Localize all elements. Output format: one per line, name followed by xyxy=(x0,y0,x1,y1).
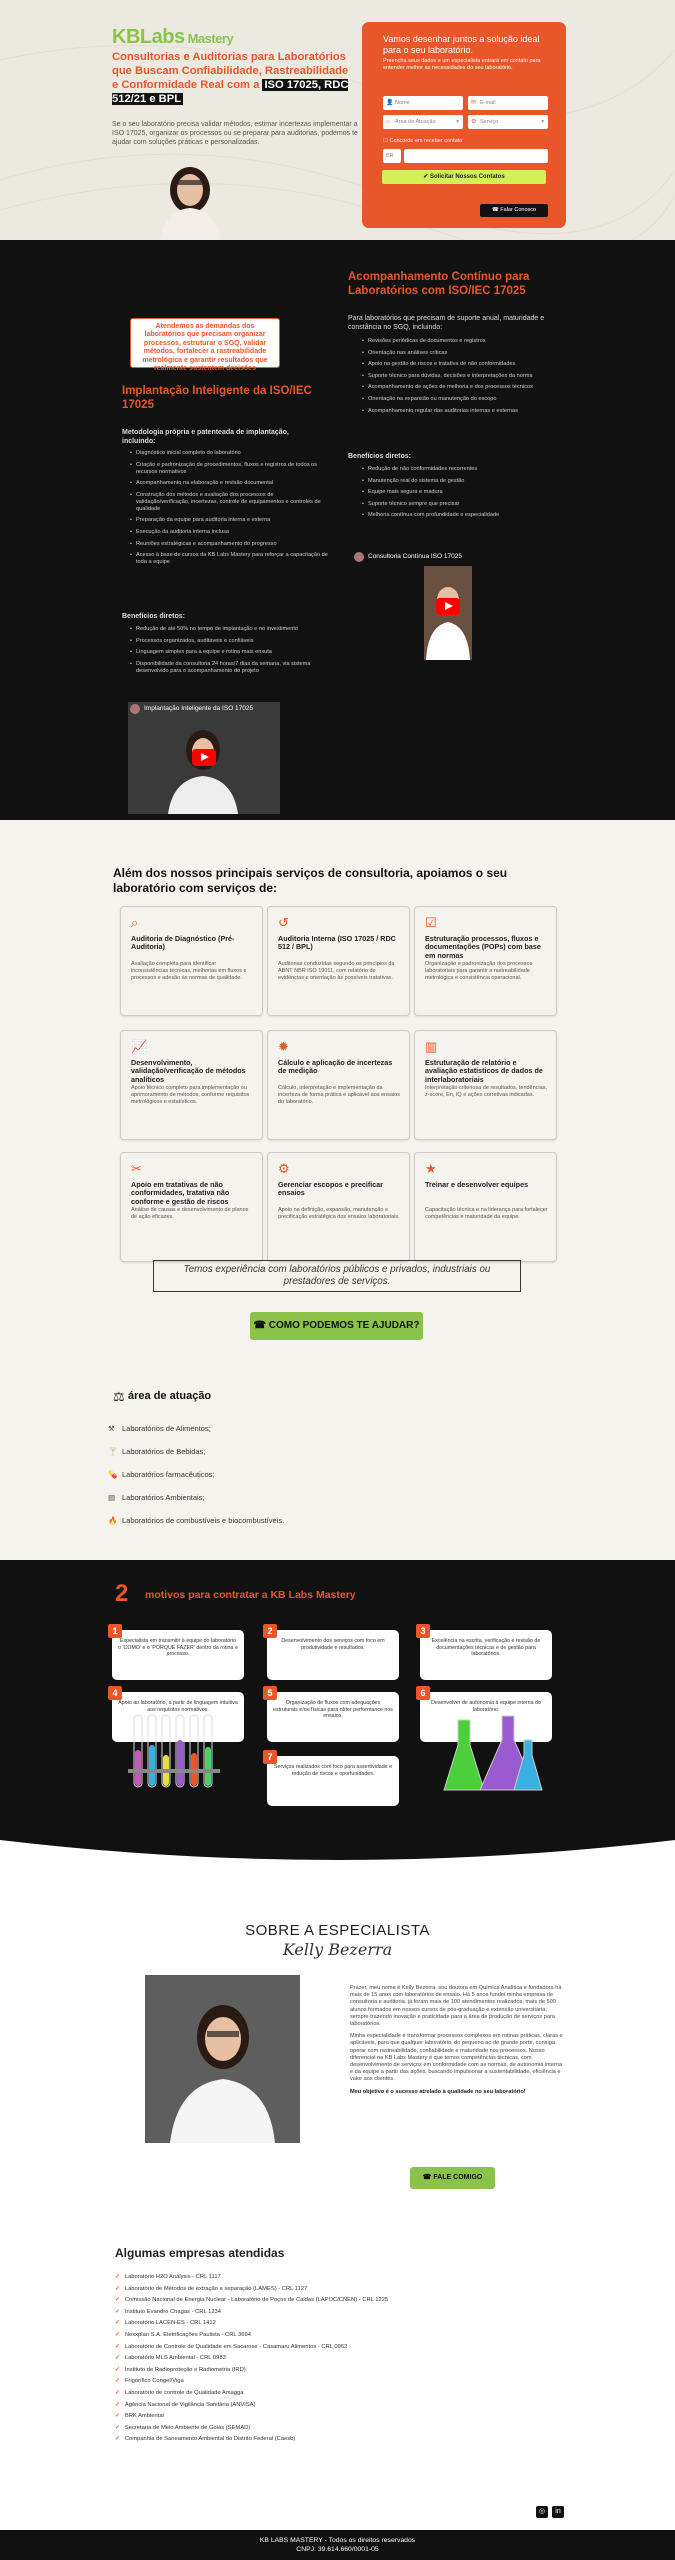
motives-title: motivos para contratar a KB Labs Mastery xyxy=(145,1589,356,1601)
client-item xyxy=(115,2378,184,2384)
email-input[interactable]: ✉ E-mail xyxy=(468,96,548,110)
check-icon: ✓ xyxy=(115,2401,120,2408)
services-title: Além dos nossos principais serviços de consultoria, apoiamos o seu laboratório com serviços de: xyxy=(113,866,508,895)
motive-card: Apoio ao laboratório, a partir de linguagem intuitiva aos requisitos normativos. xyxy=(112,1692,244,1742)
motive-card: Desenvolver de autonomia à equipe interna do laboratório. xyxy=(420,1692,552,1742)
client-item xyxy=(115,2320,216,2326)
area-label: Laboratórios de Bebidas; xyxy=(122,1447,206,1456)
check-icon: ✓ xyxy=(115,2320,120,2327)
form-title: Vamos desenhar juntos a solução ideal para o seu laboratório. xyxy=(383,34,540,55)
service-card-description: Avaliação completa para identificar inconsistências técnicas, melhorias em fluxos e processos e adesão às normas de qualidade. xyxy=(131,961,247,981)
check-icon: ✓ xyxy=(115,2343,120,2350)
chevron-down-icon: ▾ xyxy=(456,119,459,125)
motive-card: Excelência na escrita, verificação e revisão de documentações técnicas e de gestão para laboratórios. xyxy=(420,1630,552,1680)
check-icon: ✓ xyxy=(115,2308,120,2315)
client-name: Comissão Nacional de Energia Nuclear - Laboratório de Poços de Caldas (LAPOC/CNEN) - CRL 1225 xyxy=(124,2297,389,2304)
pill-icon: 💊 xyxy=(108,1470,118,1479)
area-label: Laboratórios de combustíveis e biocombustíveis. xyxy=(122,1516,285,1525)
right-title: Acompanhamento Contínuo para Laboratórios com ISO/IEC 17025 xyxy=(348,271,530,297)
client-item xyxy=(115,2436,295,2442)
whatsapp-icon: ☎ xyxy=(253,1320,269,1331)
client-name: Instituto Evandro Chagas - CRL 1234 xyxy=(124,2308,221,2315)
user-icon: 👤 xyxy=(386,100,394,106)
service-card-title: Gerenciar escopos e precificar ensaios xyxy=(278,1180,384,1198)
client-item xyxy=(115,2355,226,2361)
area-label: Laboratórios de Alimentos; xyxy=(122,1424,211,1433)
right-video[interactable] xyxy=(352,550,542,662)
check-icon: ✓ xyxy=(115,2424,120,2431)
left-benefit-item: • Processos organizados, auditáveis e confiáveis xyxy=(128,638,328,645)
client-name: Laboratório de Métodos de extração e separação (LAMES) - CRL 1127 xyxy=(124,2285,308,2292)
chevron-down-icon: ▾ xyxy=(541,119,544,125)
client-item xyxy=(115,2390,243,2396)
experience-banner: Temos experiência com laboratórios públicos e privados, industriais ou prestadores de serviços. xyxy=(153,1260,521,1292)
motive-number: 7 xyxy=(263,1750,277,1764)
client-item xyxy=(115,2274,221,2280)
service-card-description: Capacitação técnica e na liderança para fortalecer competências e maturidade da equipe. xyxy=(425,1207,548,1220)
client-name: Laboratório LACEN-ES - CRL 1412 xyxy=(124,2320,216,2327)
service-card xyxy=(120,1030,263,1140)
service-card-title: Estruturação de relatório e avaliação estatísticos de dados de interlaboratoriais xyxy=(425,1058,543,1084)
scale-icon: ⚖ xyxy=(113,1389,125,1404)
right-benefit-item: • Suporte técnico sempre que precisar xyxy=(360,501,560,508)
fuel-icon: 🔥 xyxy=(108,1516,118,1525)
client-name: Laboratório H2O Analysis - CRL 1117 xyxy=(124,2274,221,2280)
motive-number: 5 xyxy=(263,1686,277,1700)
right-benefit-list xyxy=(360,466,560,524)
client-item xyxy=(115,2332,251,2338)
client-name: Laboratório de controle de Qualidade Amagga xyxy=(124,2390,244,2396)
left-intro: Metodologia própria e patenteada de implantação, incluindo: xyxy=(122,429,289,445)
service-card-description: Análise de causas e desenvolvimento de planos de ação eficazes. xyxy=(131,1207,249,1220)
mission-quote: Atendemos as demandas dos laboratórios que precisam organizar processos, estruturar o SGQ, validar métodos, fortalecer a rastreabilidade metrológica e garantir resultados que realmente sustentem decisões xyxy=(130,318,280,368)
left-list-item: • Reuniões estratégicas e acompanhamento do progresso xyxy=(128,541,328,548)
service-card-title: Auditoria de Diagnóstico (Pré-Auditoria) xyxy=(131,934,235,952)
footer-copyright: KB LABS MASTERY - Todos os direitos reservados xyxy=(259,2537,416,2544)
area-item xyxy=(108,1470,215,1479)
service-card xyxy=(120,1152,263,1262)
channel-avatar xyxy=(130,704,140,714)
client-name: Secretaria de Meio Ambiente de Goiás (SEMAD) xyxy=(124,2424,251,2431)
check-icon: ✓ xyxy=(115,2436,120,2443)
linkedin-icon[interactable]: in xyxy=(552,2506,564,2518)
instagram-icon[interactable]: ◎ xyxy=(536,2506,548,2518)
left-benefit-item: • Linguagem simples para a equipe e rotina mais enxuta xyxy=(128,649,328,656)
left-list-item: • Preparação da equipe para auditoria interna e externa xyxy=(128,517,328,524)
area-title: área de atuação xyxy=(128,1390,212,1402)
about-title: SOBRE A ESPECIALISTA xyxy=(245,1922,430,1939)
motives-count: 2 xyxy=(115,1580,129,1607)
drink-icon: 🍸 xyxy=(108,1447,118,1456)
right-list-item: • Suporte técnico para dúvidas, decisões e interpretações da norma xyxy=(360,373,560,380)
left-list-item: • Execução da auditoria interna inclusa xyxy=(128,529,328,536)
about-paragraph-1: Prazer, meu nome é Kelly Bezerra, sou doutora em Química Analítica e fundadora há mais de 15 anos com laboratórios de ensaio. Há 5 anos fundei minha empresa de consultoria e auditoria, já foram mais de 100 atendimentos realizados, mais de 500 alunos formados em nossos cursos de pós-graduação e extensão universitária, sempre trazendo inovação e praticidade para a área de produção de serviços para laboratórios. xyxy=(350,1985,562,2028)
right-intro: Para laboratórios que precisam de suporte anual, maturidade e constância no SGQ, incluindo: xyxy=(348,315,545,331)
clients-title: Algumas empresas atendidas xyxy=(115,2246,285,2260)
video-title: Consultoria Contínua ISO 17025 xyxy=(352,550,542,564)
left-list-item: • Acompanhamento na elaboração e revisão documental xyxy=(128,480,328,487)
right-list-item: • Revisões periódicas de documentos e registros xyxy=(360,338,560,345)
whatsapp-button[interactable]: ☎ Falar Conosco xyxy=(480,204,548,217)
client-item xyxy=(115,2425,250,2431)
hero-title: Consultorias e Auditorias para Laboratórios que Buscam Confiabilidade, Rastreabilidade e Conformidade Real com a ISO 17025, RDC 512/21 e BPL xyxy=(112,51,349,105)
service-card xyxy=(267,906,410,1016)
left-video[interactable] xyxy=(128,702,280,814)
service-card-description: Apoio na definição, expansão, manutenção e precificação estratégica dos ensaios laboratoriais. xyxy=(278,1207,400,1220)
checklist-icon: ☑ xyxy=(425,915,437,930)
check-icon: ✓ xyxy=(115,2366,120,2373)
motive-card: Desenvolvimento dos serviços com foco em produtividade e resultados. xyxy=(267,1630,399,1680)
client-name: Laboratório MLS Ambiental - CRL 0983 xyxy=(124,2355,226,2362)
submit-button[interactable]: ✔ Solicitar Nossos Contatos xyxy=(382,170,546,184)
service-card-description: Auditorias conduzidas segundo os princípios da ABNT NBR ISO 19011, com relatório de evidências e orientação às possíveis tratativas. xyxy=(278,961,395,981)
check-icon: ✓ xyxy=(115,2285,120,2292)
service-card xyxy=(267,1152,410,1262)
chart-icon: 📈 xyxy=(131,1039,148,1054)
channel-avatar xyxy=(354,552,364,562)
talk-to-me-button[interactable]: ☎ FALE COMIGO xyxy=(410,2167,495,2189)
service-card-title: Desenvolvimento, validação/verificação de métodos analíticos xyxy=(131,1058,246,1084)
left-benefit-list xyxy=(128,626,328,679)
left-benefit-item: • Disponibilidade da consultoria 24 horas/7 dias da semana, via sistema desenvolvido para o acompanhamento do projeto xyxy=(128,661,328,675)
client-name: Laboratório de Controle de Qualidade em Sacarose - Casamaru Alimentos - CRL 0962 xyxy=(124,2343,348,2350)
mail-icon: ✉ xyxy=(471,100,477,106)
right-list-item: • Orientação na expansão ou manutenção do escopo xyxy=(360,396,560,403)
gear-icon: ✹ xyxy=(278,1039,289,1054)
motive-card: Serviços realizados com foco para assertividade e redução de riscos e oportunidades. xyxy=(267,1756,399,1806)
check-icon: ✓ xyxy=(115,2413,120,2420)
service-card-title: Treinar e desenvolver equipes xyxy=(425,1180,529,1189)
right-benefit-item: • Redução de não conformidades recorrentes xyxy=(360,466,560,473)
client-name: Companhia de Saneamento Ambiental do Distrito Federal (Caesb) xyxy=(124,2436,296,2443)
phone-country-select[interactable]: BR xyxy=(383,149,401,163)
check-icon: ✓ xyxy=(115,2390,120,2396)
service-card-description: Interpretação criteriosa de resultados, tendências, z-score, En, IQ e ações corretivas indicadas. xyxy=(425,1085,547,1098)
area-label: Laboratórios Ambientais; xyxy=(122,1493,205,1502)
service-card-title: Apoio em tratativas de não conformidades, tratativa não conforme e gestão de riscos xyxy=(131,1180,230,1206)
service-card-description: Organização e padronização dos processos laboratoriais para garantir a rastreabilidade metrológica e consistência operacional. xyxy=(425,961,533,981)
food-icon: ⚒ xyxy=(108,1424,115,1433)
hero-description: Se o seu laboratório precisa validar métodos, estimar incertezas implementar a ISO 17025, organizar os processos ou se preparar para auditorias, podemos te ajudar com soluções práticas e personalizadas. xyxy=(112,121,358,146)
service-card xyxy=(414,1152,557,1262)
area-item xyxy=(108,1447,205,1456)
right-benefit-item: • Manutenção real do sistema de gestão xyxy=(360,478,560,485)
left-list-item: • Acesso à base de cursos da KB Labs Mastery para reforçar a capacitação de toda a equipe xyxy=(128,552,328,566)
left-list-item: • Diagnóstico inicial completo do laboratório xyxy=(128,450,328,457)
client-name: Nexxplan S.A. Eletrificações Paulista - CRL 3694 xyxy=(124,2332,251,2338)
service-card-description: Apoio técnico completo para implementação ou aprimoramento de métodos, conforme requisitos metrológicos e estatísticos. xyxy=(131,1085,250,1105)
right-benefit-item: • Melhoria contínua com profundidade e especialidade xyxy=(360,512,560,519)
check-icon: ✓ xyxy=(115,2378,120,2385)
about-paragraph-2: Minha especialidade é transformar processos complexos em rotinas práticas, claras e aplicáveis, para que qualquer laboratório, do pequeno ao de grande porte, consiga operar com rastreabilidade, confiabilidade e maturidade nos processos. Nosso diferencial na KB Labs Mastery é que temos competências técnicas, com desenvolvimento de serviços em conformidade com as normas, de autonomia interna e da equipe a partir das ações, buscando impulsionar a sustentabilidade, eficiência e valor aos clientes. xyxy=(350,2033,563,2083)
footer xyxy=(0,2530,675,2560)
service-card-title: Auditoria Interna (ISO 17025 / RDC 512 / BPL) xyxy=(278,934,396,952)
play-icon[interactable] xyxy=(192,749,216,766)
left-list-item: • Criação e padronização de procedimentos, fluxos e registros de todos os recursos normativos xyxy=(128,462,328,476)
specialist-photo xyxy=(140,160,240,240)
client-name: Instituto de Radioproteção e Radiometria (IRD) xyxy=(124,2366,246,2373)
hero-title-highlight: ISO 17025, RDC 512/21 e BPL xyxy=(112,79,349,105)
motive-number: 3 xyxy=(416,1624,430,1638)
about-paragraph-3: Meu objetivo é o sucesso atrelado à qualidade no seu laboratório! xyxy=(350,2088,526,2095)
name-input[interactable]: 👤 Nome xyxy=(383,96,463,110)
check-icon: ✓ xyxy=(115,2297,120,2304)
service-card xyxy=(267,1030,410,1140)
service-select[interactable]: ⚙ Serviço ▾ xyxy=(468,115,548,129)
area-item xyxy=(108,1424,211,1433)
client-name: BRK Ambiental xyxy=(124,2413,164,2420)
right-list-item: • Acompanhamento regular das auditorias internas e externas xyxy=(360,408,560,415)
test-tubes-illustration xyxy=(128,1705,248,1800)
service-card xyxy=(120,906,263,1016)
motive-number: 4 xyxy=(108,1686,122,1700)
left-benefits-title: Benefícios diretos: xyxy=(122,613,186,620)
service-card xyxy=(414,1030,557,1140)
client-item xyxy=(115,2413,164,2419)
motive-card: Organização de fluxos com adequações estruturais e/ou físicas para obter performance nos ensaios. xyxy=(267,1692,399,1742)
right-item-list xyxy=(360,338,560,419)
undo-icon: ↺ xyxy=(278,915,289,930)
area-item xyxy=(108,1493,205,1502)
motive-number: 1 xyxy=(108,1624,122,1638)
service-card-description: Cálculo, interpretação e implementação da incerteza de forma prática e aplicável aos ensaios do laboratório. xyxy=(278,1085,400,1105)
bar-chart-icon: ▥ xyxy=(425,1039,438,1054)
whatsapp-icon: ☎ xyxy=(422,2174,434,2181)
magnifier-icon: ⌕ xyxy=(131,915,139,930)
check-icon: ✓ xyxy=(115,2332,120,2338)
client-item xyxy=(115,2402,256,2408)
flasks-illustration xyxy=(440,1710,550,1800)
client-item xyxy=(115,2297,388,2303)
gear-icon: ⚙ xyxy=(471,119,477,125)
consulting-section xyxy=(0,240,675,820)
right-list-item: • Apoio na gestão de riscos e tratativa de não conformidades xyxy=(360,361,560,368)
about-signature: Kelly Bezerra xyxy=(282,1940,393,1959)
gears-icon: ⚙ xyxy=(278,1161,290,1176)
video-title: Implantação Inteligente da ISO 17025 xyxy=(128,702,280,716)
service-card xyxy=(414,906,557,1016)
left-title: Implantação Inteligente da ISO/IEC 17025 xyxy=(122,385,312,411)
area-label: Laboratórios farmacêuticos; xyxy=(122,1470,215,1479)
right-benefit-item: • Equipe mais segura e madura xyxy=(360,489,560,496)
phone-input[interactable] xyxy=(404,149,548,163)
tools-icon: ✂ xyxy=(131,1161,142,1176)
footer-cnpj: CNPJ: 39.614.660/0001-05 xyxy=(296,2546,379,2553)
location-icon: ⌂ xyxy=(386,119,390,125)
client-name: Frigorífico Congel/Viga xyxy=(124,2378,184,2385)
service-card-title: Estruturação processos, fluxos e documentações (POPs) com base em normas xyxy=(425,934,541,960)
motive-number: 2 xyxy=(263,1624,277,1638)
left-benefit-item: • Redução de até 50% no tempo de implantação e no investimento xyxy=(128,626,328,633)
left-list-item: • Construção dos métodos e avaliação dos processos de validação/verificação, incertezas, controle de equipamentos e controles de qualidade xyxy=(128,492,328,513)
about-text xyxy=(350,1985,564,2096)
about-photo xyxy=(145,1975,300,2143)
star-icon: ★ xyxy=(425,1161,437,1176)
service-card-title: Cálculo e aplicação de incertezas de medição xyxy=(278,1058,393,1076)
right-list-item: • Acompanhamento de ações de melhoria e dos processos técnicos xyxy=(360,384,560,391)
section-curve xyxy=(0,1840,675,1872)
form-subtitle: Preencha seus dados e um especialista entrará em contato para entender melhor as necessidades do seu laboratório. xyxy=(383,58,541,71)
client-item xyxy=(115,2309,221,2315)
client-item xyxy=(115,2367,246,2373)
client-name: Agência Nacional de Vigilância Sanitária (ANVISA) xyxy=(124,2401,256,2408)
video-thumbnail xyxy=(163,724,243,814)
client-item xyxy=(115,2344,347,2350)
brand-logo[interactable]: KBLabs Mastery xyxy=(112,26,234,48)
check-icon: ✓ xyxy=(115,2274,120,2280)
client-item xyxy=(115,2286,307,2292)
area-select[interactable]: ⌂ Área de Atuação ▾ xyxy=(383,115,463,129)
motive-number: 6 xyxy=(416,1686,430,1700)
help-cta-button[interactable]: ☎ COMO PODEMOS TE AJUDAR? xyxy=(250,1312,423,1340)
left-item-list xyxy=(128,450,328,571)
play-icon[interactable] xyxy=(436,598,460,615)
area-item xyxy=(108,1516,284,1525)
check-icon: ✓ xyxy=(115,2355,120,2362)
consent-checkbox[interactable]: ☐ Concordo em receber contato xyxy=(383,138,463,144)
right-benefits-title: Benefícios diretos: xyxy=(348,453,412,460)
motive-card: Especialista em transmitir à equipe do laboratório o 'COMO' e o 'PORQUE FAZER' dentro da rotina e processo. xyxy=(112,1630,244,1680)
right-list-item: • Orientação nas análises críticas xyxy=(360,350,560,357)
environment-icon: ▤ xyxy=(108,1493,116,1502)
